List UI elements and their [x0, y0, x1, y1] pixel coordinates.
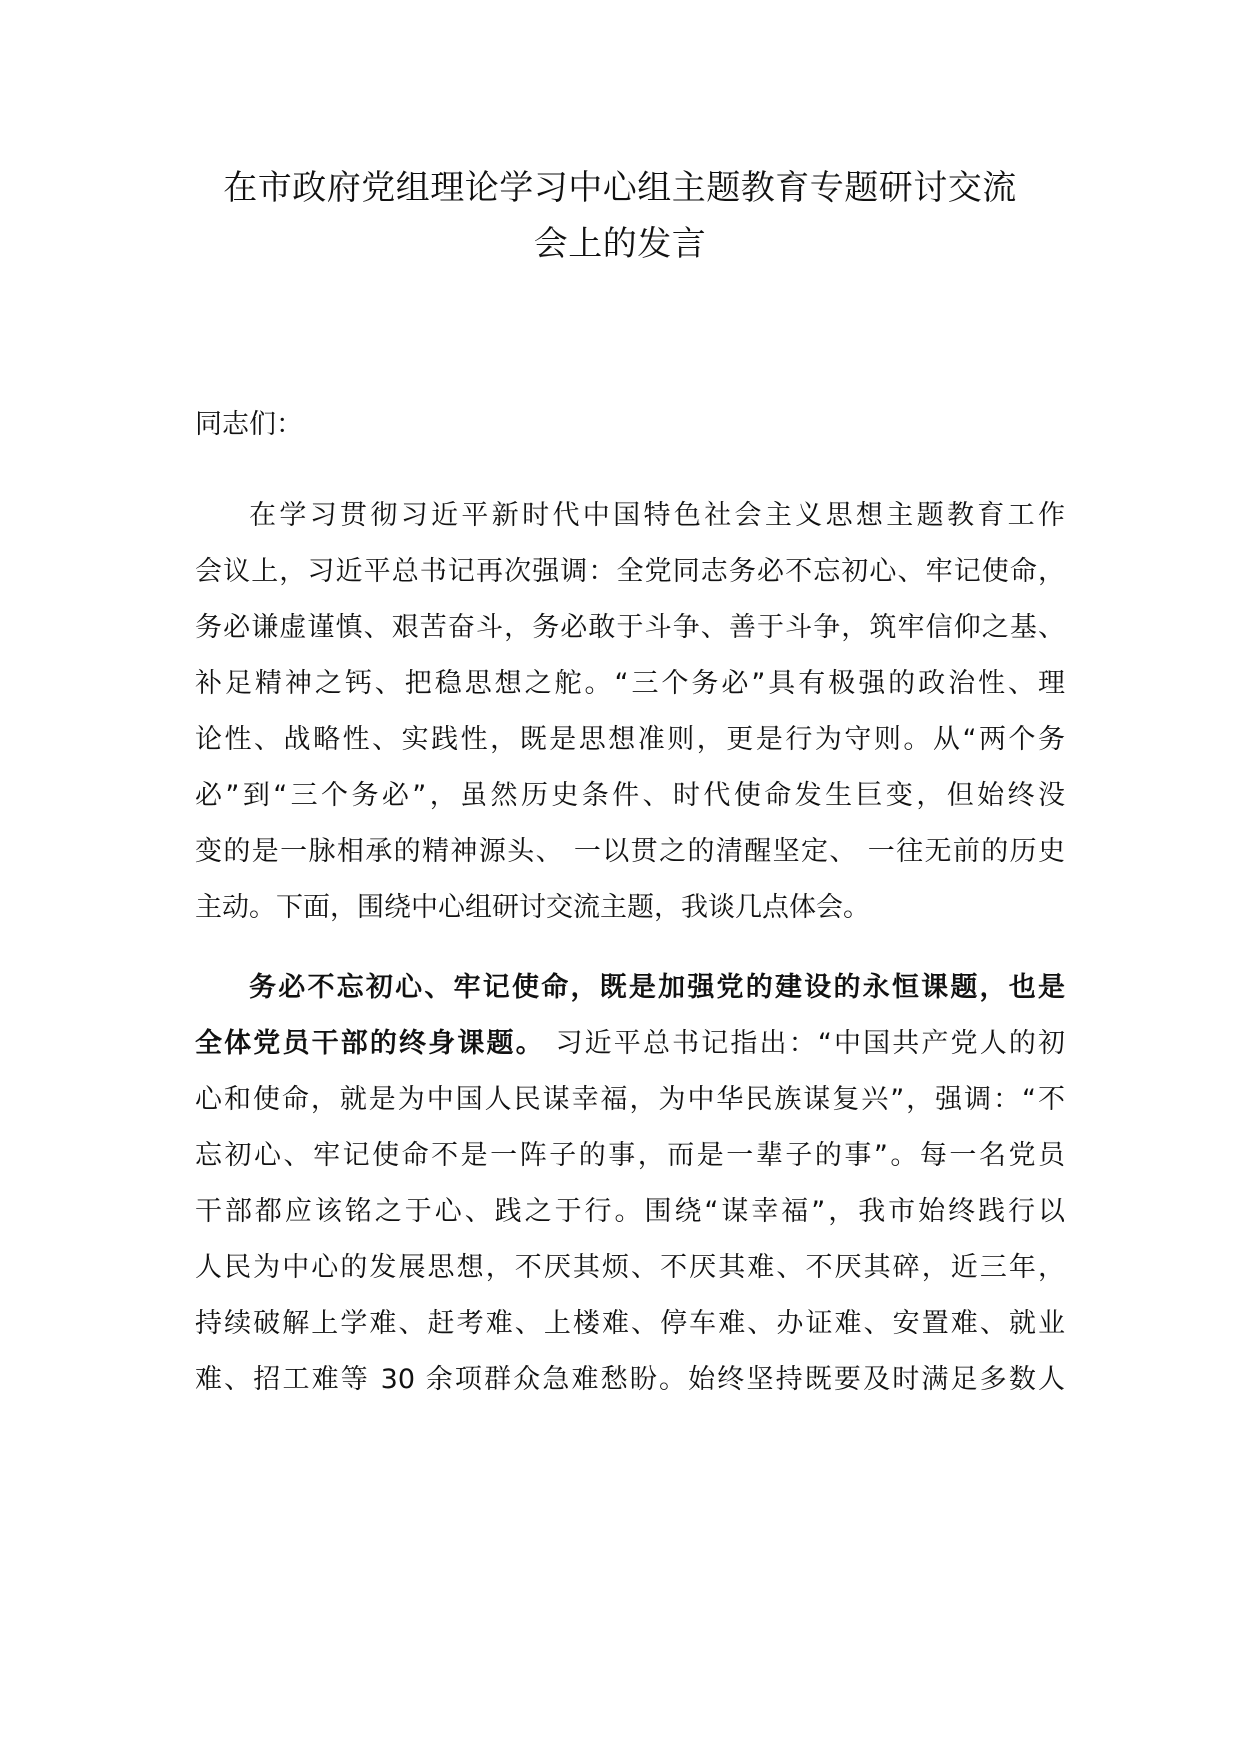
paragraph-line: 持续破解上学难、赶考难、上楼难、停车难、办证难、安置难、就业 [195, 1308, 1065, 1339]
paragraph-line: 干部都应该铭之于心、践之于行。围绕“谋幸福”，我市始终践行以 [195, 1196, 1065, 1227]
paragraph-text: 习近平总书记指出：“中国共产党人的初 [544, 1028, 1066, 1059]
paragraph-line: 忘初心、牢记使命不是一阵子的事，而是一辈子的事”。每一名党员 [195, 1140, 1065, 1171]
paragraph-line: 主动。下面，围绕中心组研讨交流主题，我谈几点体会。 [195, 892, 870, 923]
document-title [185, 160, 1055, 272]
title-line-1: 在市政府党组理论学习中心组主题教育专题研讨交流 [223, 168, 1017, 208]
paragraph-line: 人民为中心的发展思想，不厌其烦、不厌其难、不厌其碎，近三年， [195, 1252, 1065, 1283]
paragraph-line: 必”到“三个务必”，虽然历史条件、时代使命发生巨变，但始终没 [195, 780, 1065, 811]
paragraph-line-mixed [195, 1016, 1065, 1072]
paragraph-2 [195, 960, 1065, 1408]
paragraph-bold-heading-line: 务必不忘初心、牢记使命，既是加强党的建设的永恒课题，也是 [249, 972, 1065, 1003]
paragraph-1 [195, 488, 1065, 936]
paragraph-line: 论性、战略性、实践性，既是思想准则，更是行为守则。从“两个务 [195, 724, 1065, 755]
salutation: 同志们： [195, 409, 303, 440]
paragraph-line: 变的是一脉相承的精神源头、 一以贯之的清醒坚定、 一往无前的历史 [195, 836, 1065, 867]
paragraph-line: 心和使命，就是为中国人民谋幸福，为中华民族谋复兴”，强调：“不 [195, 1084, 1065, 1115]
paragraph-line: 补足精神之钙、把稳思想之舵。“三个务必”具有极强的政治性、理 [195, 668, 1065, 699]
paragraph-line: 难、招工难等 30 余项群众急难愁盼。始终坚持既要及时满足多数人 [195, 1364, 1065, 1395]
paragraph-line: 会议上，习近平总书记再次强调：全党同志务必不忘初心、牢记使命， [195, 556, 1065, 587]
paragraph-line: 务必谦虚谨慎、艰苦奋斗，务必敢于斗争、善于斗争，筑牢信仰之基、 [195, 612, 1065, 643]
paragraph-line: 在学习贯彻习近平新时代中国特色社会主义思想主题教育工作 [249, 500, 1065, 531]
title-line-2: 会上的发言 [533, 224, 707, 264]
paragraph-bold-heading-end: 全体党员干部的终身课题。 [195, 1028, 545, 1059]
